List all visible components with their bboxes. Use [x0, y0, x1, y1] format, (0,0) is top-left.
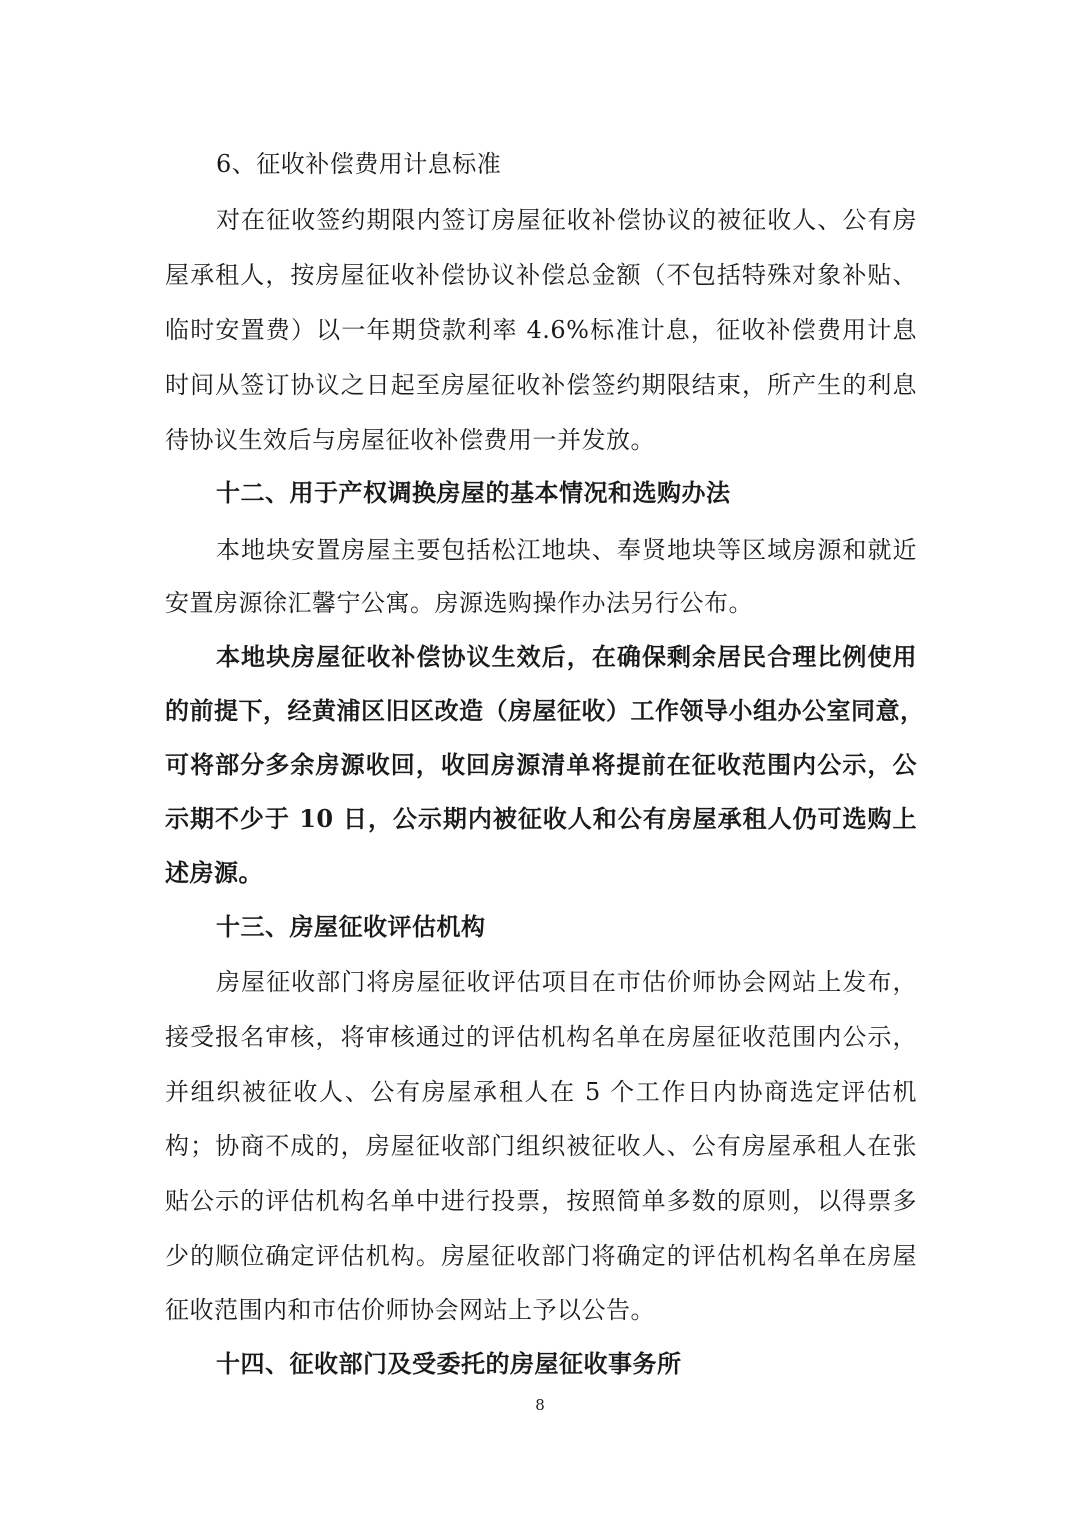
- section-12-heading: 十二、用于产权调换房屋的基本情况和选购办法: [216, 479, 731, 507]
- section-6-paragraph-line: 临时安置费）以一年期贷款利率 4.6%标准计息，征收补偿费用计息: [165, 316, 917, 344]
- section-12-paragraph-2-line: 可将部分多余房源收回，收回房源清单将提前在征收范围内公示，公: [165, 750, 917, 779]
- section-12-paragraph-2-line: 述房源。: [165, 858, 263, 887]
- section-6-heading: 6、征收补偿费用计息标准: [216, 150, 502, 178]
- section-13-heading: 十三、房屋征收评估机构: [216, 913, 486, 941]
- section-13-paragraph-line: 并组织被征收人、公有房屋承租人在 5 个工作日内协商选定评估机: [165, 1078, 917, 1106]
- section-6-paragraph-line: 待协议生效后与房屋征收补偿费用一并发放。: [165, 426, 655, 454]
- section-13-paragraph-line: 房屋征收部门将房屋征收评估项目在市估价师协会网站上发布，: [216, 968, 917, 996]
- section-13-paragraph-line: 征收范围内和市估价师协会网站上予以公告。: [165, 1296, 655, 1324]
- section-6-paragraph-line: 对在征收签约期限内签订房屋征收补偿协议的被征收人、公有房: [216, 206, 917, 234]
- section-13-paragraph-line: 接受报名审核，将审核通过的评估机构名单在房屋征收范围内公示，: [165, 1023, 917, 1051]
- section-12-paragraph-1-line: 安置房源徐汇馨宁公寓。房源选购操作办法另行公布。: [165, 589, 753, 617]
- section-13-paragraph-line: 构；协商不成的，房屋征收部门组织被征收人、公有房屋承租人在张: [165, 1132, 917, 1160]
- section-13-paragraph-line: 贴公示的评估机构名单中进行投票，按照简单多数的原则，以得票多: [165, 1187, 917, 1215]
- section-12-paragraph-2-line: 的前提下，经黄浦区旧区改造（房屋征收）工作领导小组办公室同意，: [165, 696, 925, 725]
- section-12-paragraph-1-line: 本地块安置房屋主要包括松江地块、奉贤地块等区域房源和就近: [216, 536, 917, 564]
- section-13-paragraph-line: 少的顺位确定评估机构。房屋征收部门将确定的评估机构名单在房屋: [165, 1242, 917, 1270]
- section-12-paragraph-2-line: 示期不少于 10 日，公示期内被征收人和公有房屋承租人仍可选购上: [165, 804, 917, 833]
- section-14-heading: 十四、征收部门及受委托的房屋征收事务所: [216, 1350, 682, 1378]
- section-6-paragraph-line: 屋承租人，按房屋征收补偿协议补偿总金额（不包括特殊对象补贴、: [165, 261, 917, 289]
- section-12-paragraph-2-line: 本地块房屋征收补偿协议生效后，在确保剩余居民合理比例使用: [216, 642, 917, 671]
- page-number: 8: [535, 1396, 545, 1414]
- section-6-paragraph-line: 时间从签订协议之日起至房屋征收补偿签约期限结束，所产生的利息: [165, 371, 917, 399]
